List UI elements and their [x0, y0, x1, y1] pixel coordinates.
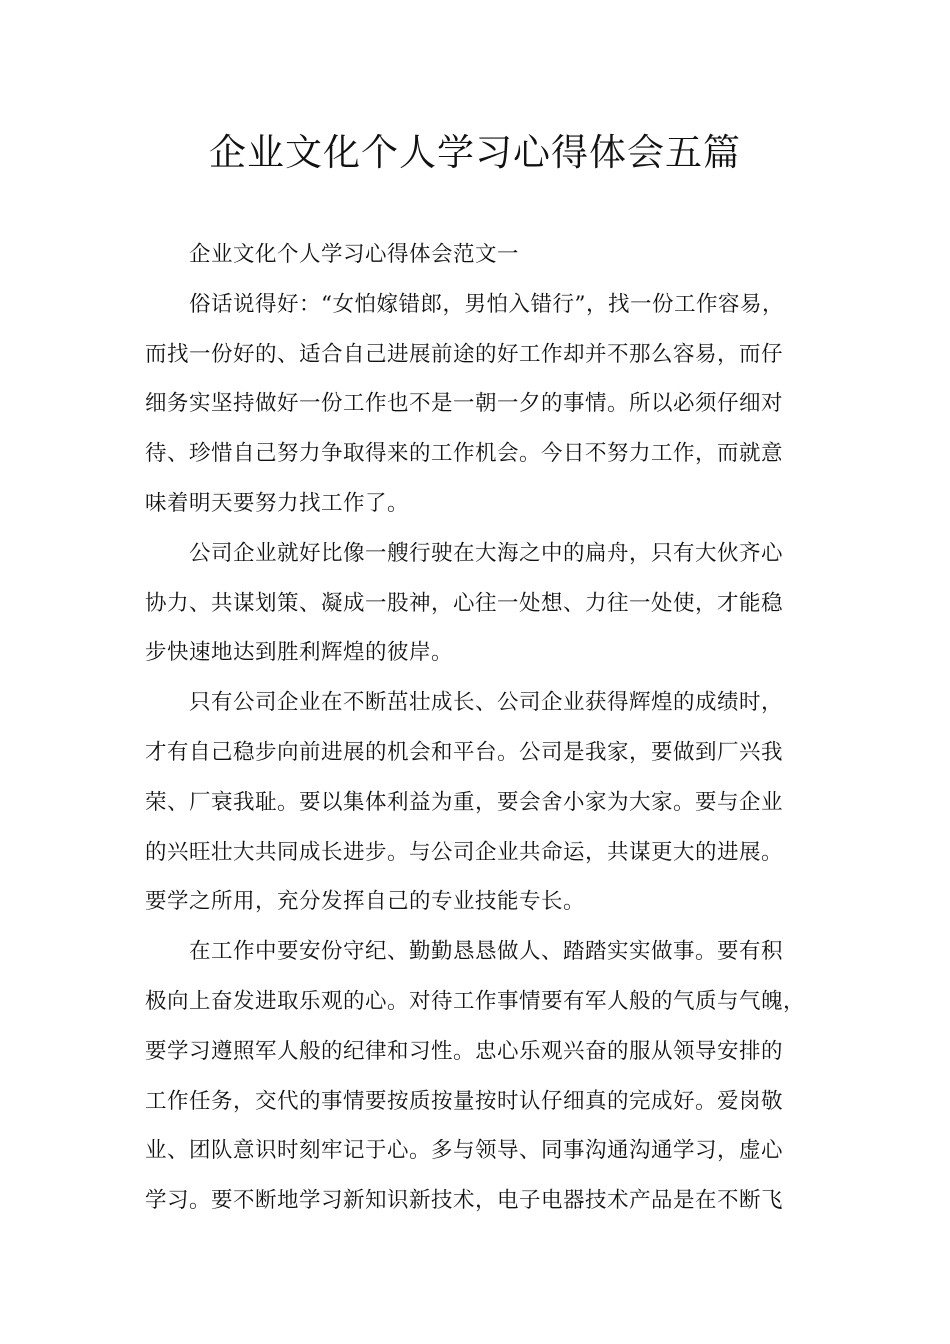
section-heading: 企业文化个人学习心得体会范文一 — [189, 242, 520, 267]
document-body — [145, 230, 805, 1226]
paragraph-line: 业、团队意识时刻牢记于心。多与领导、同事沟通沟通学习，虚心 — [145, 1138, 784, 1164]
paragraph-line: 只有公司企业在不断茁壮成长、公司企业获得辉煌的成绩时， — [189, 690, 784, 716]
paragraph-line: 学习。要不断地学习新知识新技术，电子电器技术产品是在不断飞 — [145, 1188, 784, 1214]
paragraph-line: 步快速地达到胜利辉煌的彼岸。 — [145, 640, 454, 666]
paragraph-line: 细务实坚持做好一份工作也不是一朝一夕的事情。所以必须仔细对 — [145, 391, 784, 417]
paragraph-line: 的兴旺壮大共同成长进步。与公司企业共命运，共谋更大的进展。 — [145, 839, 784, 865]
paragraph-line: 极向上奋发进取乐观的心。对待工作事情要有军人般的气质与气魄， — [145, 988, 806, 1014]
paragraph-line: 协力、共谋划策、凝成一股神，心往一处想、力往一处使，才能稳 — [145, 590, 784, 616]
document-title: 企业文化个人学习心得体会五篇 — [209, 131, 741, 174]
paragraph-line: 而找一份好的、适合自己进展前途的好工作却并不那么容易，而仔 — [145, 341, 784, 367]
paragraph-line: 俗话说得好：“女怕嫁错郎，男怕入错行”，找一份工作容易， — [189, 291, 784, 317]
paragraph-line: 待、珍惜自己努力争取得来的工作机会。今日不努力工作，而就意 — [145, 441, 784, 467]
paragraph-line: 工作任务，交代的事情要按质按量按时认仔细真的完成好。爱岗敬 — [145, 1088, 784, 1114]
paragraph-line: 味着明天要努力找工作了。 — [145, 490, 410, 516]
paragraph-line: 荣、厂衰我耻。要以集体利益为重，要会舍小家为大家。要与企业 — [145, 789, 784, 815]
paragraph-line: 在工作中要安份守纪、勤勤恳恳做人、踏踏实实做事。要有积 — [189, 939, 784, 965]
paragraph-line: 要学习遵照军人般的纪律和习性。忠心乐观兴奋的服从领导安排的 — [145, 1038, 784, 1064]
paragraph-line: 才有自己稳步向前进展的机会和平台。公司是我家，要做到厂兴我 — [145, 739, 784, 765]
paragraph-line: 要学之所用，充分发挥自己的专业技能专长。 — [145, 889, 586, 915]
paragraph-line: 公司企业就好比像一艘行驶在大海之中的扁舟，只有大伙齐心 — [189, 540, 784, 566]
